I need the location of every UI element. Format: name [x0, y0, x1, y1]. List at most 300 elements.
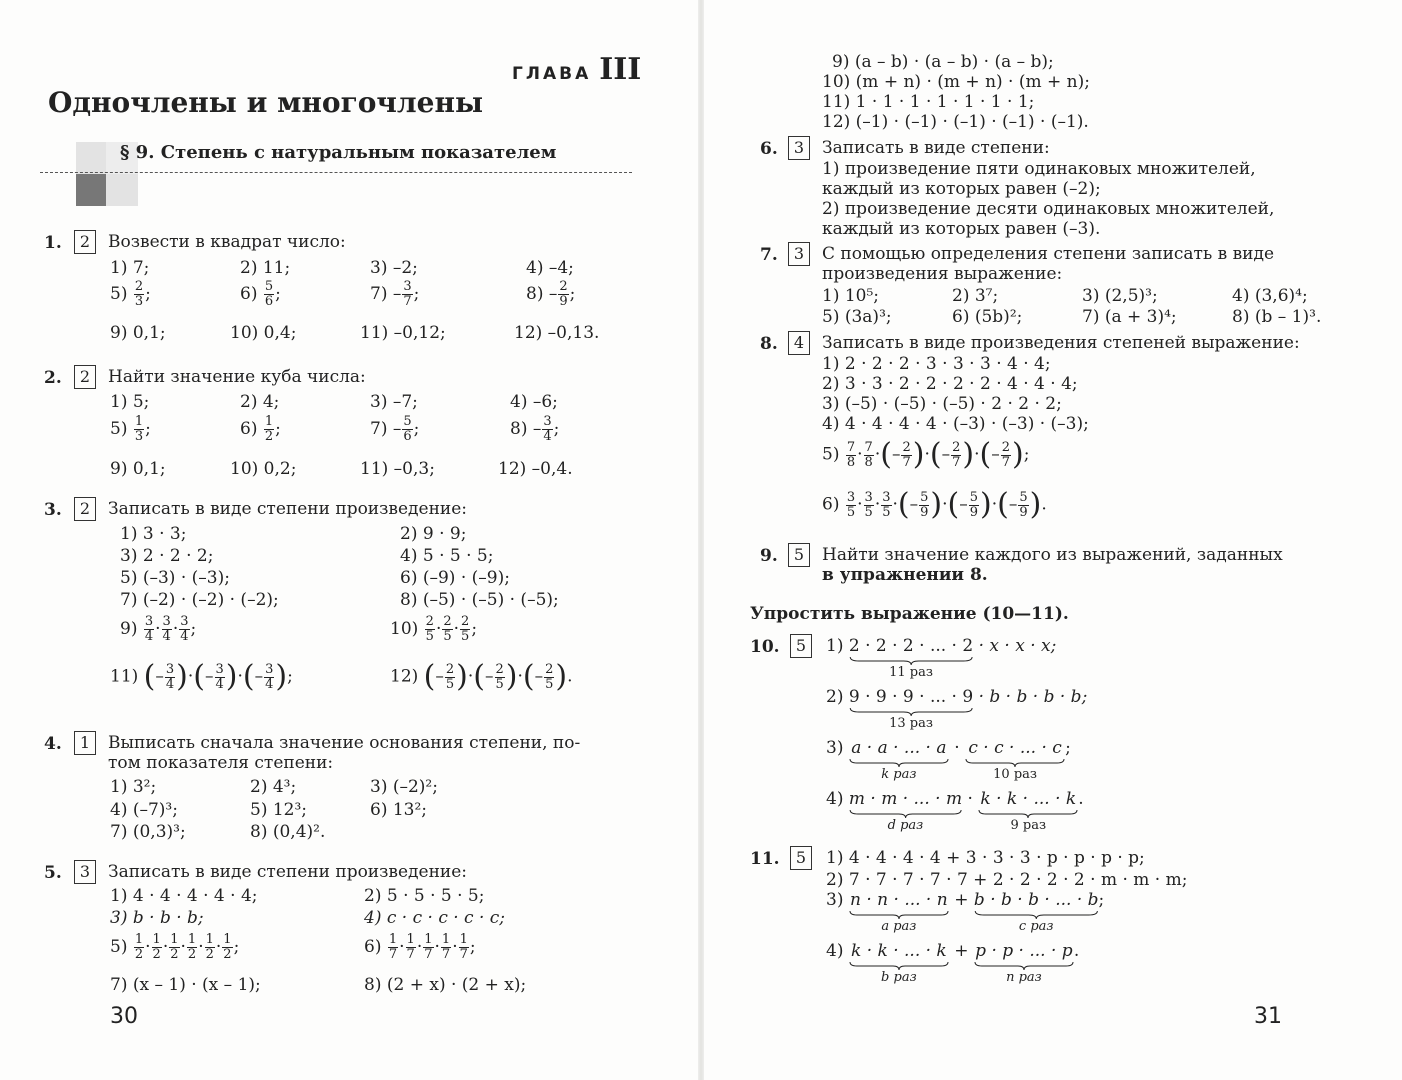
answer-item: 6) 13²;: [370, 800, 428, 820]
answer-item: 10) 0,2;: [230, 459, 297, 479]
exercise-task: Возвести в квадрат число:: [108, 232, 346, 252]
numerator: 2: [445, 661, 455, 677]
item-index: 11): [110, 666, 139, 687]
denominator: 5: [495, 676, 504, 692]
denominator: 4: [180, 629, 189, 644]
fraction: [558, 280, 568, 309]
fraction: [402, 415, 412, 444]
underbrace-group: [965, 738, 1065, 782]
underbrace-label: 9 раз: [1010, 818, 1047, 833]
fraction: [425, 615, 435, 644]
answer-item: 4) (3,6)⁴;: [1232, 286, 1308, 306]
denominator: 5: [864, 504, 873, 520]
denominator: 2: [223, 947, 232, 962]
difficulty-badge: 3: [788, 242, 810, 266]
item-index: 6): [822, 494, 840, 515]
item-index: 7): [370, 284, 393, 304]
fraction: [169, 933, 179, 962]
answer-item: 7) (a + 3)⁴;: [1082, 307, 1177, 327]
fraction: [495, 663, 505, 692]
exercise-task: Выписать сначала значение основания степени, по-: [108, 733, 581, 753]
answer-item: 3) –2;: [370, 258, 418, 278]
underbrace-group: [849, 636, 973, 680]
fraction-item: [370, 415, 419, 444]
underbrace-term: 9 · 9 · 9 · ... · 9: [848, 687, 974, 707]
answer-item: 4) 5 · 5 · 5;: [400, 546, 494, 566]
fraction-product: 12) (– $\frac{2}{5}$ )·(– $\frac{2}{5}$ )·(– $\frac{2}{5}$ ).: [390, 659, 573, 694]
expression-tail: ;: [1098, 890, 1105, 910]
denominator: 5: [443, 629, 452, 644]
fraction: [264, 280, 274, 309]
item-index: 3): [826, 890, 844, 910]
underbrace-expression: 4) m · m · ... · m d раз · k · k · ... · k 9 раз .: [826, 789, 1084, 833]
fraction-product: 6) $\frac{1}{7}$ · $\frac{1}{7}$ · $\frac{1}{7}$ · $\frac{1}{7}$ · $\frac{1}{7}$ ;: [364, 932, 476, 962]
item-index: 8): [510, 419, 533, 439]
fraction: [846, 441, 856, 470]
numerator: 2: [545, 661, 554, 677]
answer-item: 8) (b – 1)³.: [1232, 307, 1322, 327]
denominator: 6: [264, 294, 274, 309]
exercise-task: произведения выражение:: [822, 264, 1063, 284]
exercise-number: 7.: [760, 245, 778, 265]
underbrace-term: k · k · ... · k: [980, 789, 1077, 809]
denominator: 3: [134, 429, 144, 444]
item-index: 12): [390, 666, 419, 687]
difficulty-badge: 2: [74, 497, 96, 521]
denominator: 7: [1001, 454, 1010, 470]
answer-item: 12) –0,4.: [498, 459, 573, 479]
exercise-number: 5.: [44, 863, 62, 883]
fraction: [901, 441, 911, 470]
item-index: 9): [120, 619, 138, 639]
underbrace-group: [849, 941, 949, 985]
answer-item: 5) 12³;: [250, 800, 308, 820]
denominator: 2: [152, 947, 161, 962]
numerator: 3: [846, 489, 856, 505]
denominator: 7: [441, 947, 451, 962]
numerator: 2: [443, 614, 452, 629]
fraction: [215, 663, 225, 692]
difficulty-badge: 5: [788, 543, 810, 567]
underbrace-label: d раз: [887, 818, 924, 833]
numerator: 3: [543, 414, 552, 429]
answer-item: 1) 3²;: [110, 777, 157, 797]
left-page: [0, 0, 700, 1080]
numerator: 3: [265, 661, 274, 677]
denominator: 4: [215, 676, 224, 692]
fraction: [441, 933, 451, 962]
underbrace-label: 10 раз: [993, 767, 1037, 782]
fraction: [187, 933, 197, 962]
exercise-task: Найти значение куба числа:: [108, 367, 366, 387]
denominator: 2: [205, 947, 214, 962]
fraction: [544, 663, 554, 692]
denominator: 9: [1019, 504, 1028, 520]
fraction: [442, 615, 452, 644]
answer-item: 4) 4 · 4 · 4 · 4 · (–3) · (–3) · (–3);: [822, 414, 1089, 434]
fraction: [134, 933, 144, 962]
item-index: 5): [110, 419, 133, 439]
difficulty-badge: 1: [74, 731, 96, 755]
denominator: 2: [134, 947, 144, 962]
numerator: 2: [461, 614, 470, 629]
denominator: 7: [403, 294, 412, 309]
numerator: 5: [403, 414, 412, 429]
answer-item: 4) –6;: [510, 392, 558, 412]
sign: –: [392, 284, 402, 304]
fraction-item: [370, 280, 419, 309]
underbrace-label: 11 раз: [889, 665, 933, 680]
answer-item: 7) (x – 1) · (x – 1);: [110, 975, 261, 995]
item-index: 4): [826, 941, 844, 961]
chapter-title: Одночлены и многочлены: [48, 86, 484, 119]
numerator: 7: [846, 439, 856, 455]
answer-item: 2) 5 · 5 · 5 · 5;: [364, 886, 485, 906]
exercise-task: Записать в виде степени:: [822, 138, 1050, 158]
answer-item: 2) 3⁷;: [952, 286, 999, 306]
exercise-task: 2) произведение десяти одинаковых множителей,: [822, 199, 1275, 219]
exercise-task: Записать в виде произведения степеней выражение:: [822, 333, 1300, 353]
numerator: 2: [425, 614, 434, 629]
difficulty-badge: 2: [74, 230, 96, 254]
numerator: 5: [1019, 489, 1028, 505]
fraction: [423, 933, 433, 962]
numerator: 1: [459, 932, 468, 947]
fraction: [388, 933, 398, 962]
section-title: § 9. Степень с натуральным показателем: [120, 142, 557, 163]
fraction: [951, 441, 961, 470]
answer-item: 6) (5b)²;: [952, 307, 1023, 327]
numerator: 3: [162, 614, 171, 629]
denominator: 7: [902, 454, 911, 470]
numerator: 5: [969, 489, 979, 505]
fraction-item: [526, 280, 575, 309]
fraction: [542, 415, 552, 444]
exercise-task: С помощью определения степени записать в виде: [822, 244, 1275, 264]
underbrace-group: [849, 789, 962, 833]
underbrace-expression: [826, 636, 1056, 680]
numerator: 2: [559, 279, 568, 294]
answer-item: 3) b · b · b;: [110, 908, 204, 928]
answer-item: 1) 2 · 2 · 2 · 3 · 3 · 3 · 4 · 4;: [822, 354, 1051, 374]
exercise-task: каждый из которых равен (–2);: [822, 179, 1101, 199]
underbrace-term: k · k · ... · k: [850, 941, 947, 961]
numerator: 3: [882, 489, 891, 505]
fraction: [1018, 491, 1028, 520]
answer-item: 9) (a – b) · (a – b) · (a – b);: [832, 52, 1054, 72]
underbrace-label: b раз: [881, 970, 917, 985]
answer-item: 3) (–2)²;: [370, 777, 438, 797]
numerator: 1: [388, 932, 398, 947]
difficulty-badge: 3: [788, 136, 810, 160]
underbrace-group: [978, 789, 1078, 833]
exercise-number: 2.: [44, 368, 62, 388]
expression-tail: · b · b · b · b;: [973, 687, 1088, 707]
punct: ;: [275, 419, 281, 439]
underbrace-term: m · m · ... · m: [848, 789, 963, 809]
numerator: 2: [1001, 439, 1010, 455]
chapter-label: [512, 52, 641, 87]
answer-item: 2) 9 · 9;: [400, 524, 467, 544]
numerator: 5: [920, 489, 929, 505]
sign: –: [392, 419, 402, 439]
numerator: 1: [134, 414, 144, 429]
underbrace-label: a раз: [881, 919, 917, 934]
fraction: [165, 663, 175, 692]
expression-tail: · x · x · x;: [973, 636, 1057, 656]
answer-item: 8) (0,4)².: [250, 822, 326, 842]
punct: ;: [413, 284, 420, 304]
answer-item: 3) –7;: [370, 392, 418, 412]
underbrace-label: c раз: [1018, 919, 1054, 934]
denominator: 4: [162, 629, 171, 644]
item-index: 6): [240, 284, 263, 304]
answer-item: 7) (–2) · (–2) · (–2);: [120, 590, 279, 610]
item-index: 6): [240, 419, 263, 439]
numerator: 1: [406, 932, 415, 947]
underbrace-term: n · n · ... · n: [850, 890, 948, 910]
denominator: 7: [388, 947, 398, 962]
numerator: 3: [864, 489, 873, 505]
numerator: 3: [215, 661, 224, 677]
fraction-product: 5) $\frac{1}{2}$ · $\frac{1}{2}$ · $\frac{1}{2}$ · $\frac{1}{2}$ · $\frac{1}{2}$ · $\frac{1}{2}$ ;: [110, 932, 240, 962]
answer-item: 11) –0,3;: [360, 459, 435, 479]
numerator: 1: [205, 932, 214, 947]
item-index: 10): [390, 619, 419, 639]
underbrace-group: [974, 941, 1074, 985]
fraction: [144, 615, 154, 644]
answer-item: 2) 4³;: [250, 777, 297, 797]
denominator: 5: [461, 629, 470, 644]
answer-item: 1) 5;: [110, 392, 150, 412]
answer-item: 12) –0,13.: [514, 323, 600, 343]
fraction-item: [110, 280, 151, 309]
answer-item: 2) 3 · 3 · 2 · 2 · 2 · 2 · 4 · 4 · 4;: [822, 374, 1078, 394]
expression-tail: .: [1073, 941, 1080, 961]
underbrace-term: p · p · ... · p: [975, 941, 1073, 961]
underbrace-label: 13 раз: [889, 716, 933, 731]
underbrace-term: 2 · 2 · 2 · ... · 2: [848, 636, 974, 656]
section-subheading: Упростить выражение (10—11).: [750, 604, 1069, 624]
denominator: 4: [165, 676, 175, 692]
denominator: 3: [134, 294, 144, 309]
numerator: 1: [187, 932, 197, 947]
numerator: 2: [952, 439, 961, 455]
fraction: [264, 663, 274, 692]
underbrace-label: k раз: [881, 767, 917, 782]
item-index: 5): [822, 444, 840, 465]
item-index: 6): [364, 937, 382, 957]
exercise-task: в упражнении 8.: [822, 565, 988, 585]
numerator: 1: [424, 932, 433, 947]
answer-item: 2) 4;: [240, 392, 280, 412]
denominator: 7: [424, 947, 433, 962]
answer-item: 7) (0,3)³;: [110, 822, 186, 842]
exercise-task: каждый из которых равен (–3).: [822, 219, 1101, 239]
exercise-task: 1) произведение пяти одинаковых множителей,: [822, 159, 1256, 179]
numerator: 2: [495, 661, 504, 677]
exercise-task: Записать в виде степени произведение:: [108, 862, 468, 882]
numerator: 2: [902, 439, 911, 455]
exercise-task: Записать в виде степени произведение:: [108, 499, 468, 519]
answer-item: 2) 11;: [240, 258, 291, 278]
fraction: [460, 615, 470, 644]
difficulty-badge: 3: [74, 860, 96, 884]
denominator: 9: [559, 294, 568, 309]
answer-item: 1) 4 · 4 · 4 · 4 · 4;: [110, 886, 258, 906]
answer-item: 3) (–5) · (–5) · (–5) · 2 · 2 · 2;: [822, 394, 1062, 414]
difficulty-badge: 2: [74, 365, 96, 389]
section-ruler: [40, 172, 632, 181]
right-page: [702, 0, 1402, 1080]
exercise-number: 11.: [750, 849, 780, 869]
item-index: 5): [110, 937, 128, 957]
numerator: 3: [144, 614, 154, 629]
exercise-number: 3.: [44, 500, 62, 520]
punct: ;: [145, 419, 151, 439]
numerator: 3: [180, 614, 189, 629]
fraction: [179, 615, 189, 644]
sign: –: [532, 419, 542, 439]
denominator: 2: [264, 429, 274, 444]
answer-item: 10) (m + n) · (m + n) · (m + n);: [822, 72, 1090, 92]
denominator: 2: [170, 947, 179, 962]
numerator: 7: [864, 439, 873, 455]
page-number: 30: [110, 1004, 138, 1029]
answer-item: 9) 0,1;: [110, 323, 166, 343]
fraction: [1001, 441, 1011, 470]
item-index: 1): [826, 636, 844, 656]
fraction: [919, 491, 929, 520]
answer-item: 1) 4 · 4 · 4 · 4 + 3 · 3 · 3 · p · p · p · p;: [826, 848, 1145, 868]
item-index: 3): [826, 738, 844, 758]
denominator: 5: [882, 504, 891, 520]
numerator: 1: [223, 932, 232, 947]
answer-item: 12) (–1) · (–1) · (–1) · (–1) · (–1).: [822, 112, 1089, 132]
exercise-number: 8.: [760, 334, 778, 354]
answer-item: 1) 10⁵;: [822, 286, 880, 306]
item-index: 7): [370, 419, 393, 439]
denominator: 2: [187, 947, 197, 962]
fraction: [846, 491, 856, 520]
item-index: 4): [826, 789, 844, 809]
fraction: [134, 280, 144, 309]
denominator: 4: [265, 676, 274, 692]
expression-tail: .: [1078, 789, 1084, 809]
numerator: 1: [441, 932, 451, 947]
fraction: [864, 441, 874, 470]
difficulty-badge: 5: [790, 634, 812, 658]
difficulty-badge: 5: [790, 846, 812, 870]
denominator: 9: [920, 504, 929, 520]
answer-item: 4) –4;: [526, 258, 574, 278]
answer-item: 10) 0,4;: [230, 323, 297, 343]
fraction-product: 9) $\frac{3}{4}$ · $\frac{3}{4}$ · $\frac{3}{4}$ ;: [120, 614, 197, 644]
fraction: [205, 933, 215, 962]
underbrace-expression: 3) a · a · ... · a k раз · c · c · ... · c 10 раз ;: [826, 738, 1071, 782]
underbrace-expression: 4) k · k · ... · k b раз + p · p · ... · p n раз .: [826, 941, 1080, 985]
denominator: 4: [543, 429, 552, 444]
punct: ;: [275, 284, 281, 304]
answer-item: 3) (2,5)³;: [1082, 286, 1158, 306]
answer-item: 1) 7;: [110, 258, 150, 278]
fraction: [152, 933, 162, 962]
item-index: 2): [826, 687, 844, 707]
numerator: 3: [403, 279, 412, 294]
answer-item: 2) 7 · 7 · 7 · 7 · 7 + 2 · 2 · 2 · 2 · m · m · m;: [826, 870, 1188, 890]
denominator: 7: [406, 947, 415, 962]
fraction: [406, 933, 416, 962]
answer-item: 11) 1 · 1 · 1 · 1 · 1 · 1 · 1;: [822, 92, 1035, 112]
chapter-number: III: [599, 52, 642, 87]
numerator: 1: [152, 932, 161, 947]
numerator: 5: [264, 279, 274, 294]
fraction-product: 5) $\frac{7}{8}$ · $\frac{7}{8}$ ·(– $\frac{2}{7}$ )·(– $\frac{2}{7}$ )·(– $\frac{2}{7}$ );: [822, 437, 1030, 472]
denominator: 4: [144, 629, 154, 644]
item-index: 5): [110, 284, 133, 304]
fraction-item: [510, 415, 559, 444]
fraction-product: 11) (– $\frac{3}{4}$ )·(– $\frac{3}{4}$ )·(– $\frac{3}{4}$ );: [110, 659, 293, 694]
fraction: [264, 415, 274, 444]
chapter-word: ГЛАВА: [512, 64, 592, 84]
answer-item: 8) (–5) · (–5) · (–5);: [400, 590, 559, 610]
exercise-number: 6.: [760, 139, 778, 159]
fraction: [864, 491, 874, 520]
exercise-task: Найти значение каждого из выражений, заданных: [822, 545, 1283, 565]
punct: ;: [145, 284, 151, 304]
numerator: 1: [170, 932, 179, 947]
answer-item: 5) (3a)³;: [822, 307, 892, 327]
exercise-number: 10.: [750, 637, 780, 657]
underbrace-expression: 3) n · n · ... · n a раз + b · b · b · ... · b c раз ;: [826, 890, 1105, 934]
underbrace-term: a · a · ... · a: [851, 738, 947, 758]
denominator: 7: [952, 454, 961, 470]
item-index: 8): [526, 284, 549, 304]
punct: ;: [413, 419, 420, 439]
denominator: 8: [846, 454, 856, 470]
punct: ;: [569, 284, 576, 304]
underbrace-label: n раз: [1006, 970, 1042, 985]
fraction: [222, 933, 232, 962]
answer-item: 5) (–3) · (–3);: [120, 568, 230, 588]
denominator: 5: [545, 676, 554, 692]
answer-item: 4) (–7)³;: [110, 800, 178, 820]
fraction: [445, 663, 455, 692]
denominator: 9: [969, 504, 979, 520]
answer-item: 9) 0,1;: [110, 459, 166, 479]
underbrace-group: [849, 890, 949, 934]
fraction: [459, 933, 469, 962]
fraction-item: [240, 280, 281, 309]
fraction: [162, 615, 172, 644]
underbrace-group: [849, 738, 949, 782]
exercise-number: 9.: [760, 546, 778, 566]
fraction-product: 6) $\frac{3}{5}$ · $\frac{3}{5}$ · $\frac{3}{5}$ ·(– $\frac{5}{9}$ )·(– $\frac{5}{9}$ )·(– $\frac{5}{9}$ ).: [822, 487, 1047, 522]
numerator: 1: [264, 414, 274, 429]
fraction: [402, 280, 412, 309]
page-number: 31: [1254, 1004, 1282, 1029]
fraction: [881, 491, 891, 520]
denominator: 5: [846, 504, 856, 520]
underbrace-term: b · b · b · ... · b: [973, 890, 1099, 910]
answer-item: 1) 3 · 3;: [120, 524, 187, 544]
underbrace-expression: [826, 687, 1087, 731]
answer-item: 11) –0,12;: [360, 323, 446, 343]
exercise-task: том показателя степени:: [108, 753, 334, 773]
underbrace-term: c · c · ... · c: [968, 738, 1062, 758]
exercise-number: 1.: [44, 233, 62, 253]
difficulty-badge: 4: [788, 331, 810, 355]
